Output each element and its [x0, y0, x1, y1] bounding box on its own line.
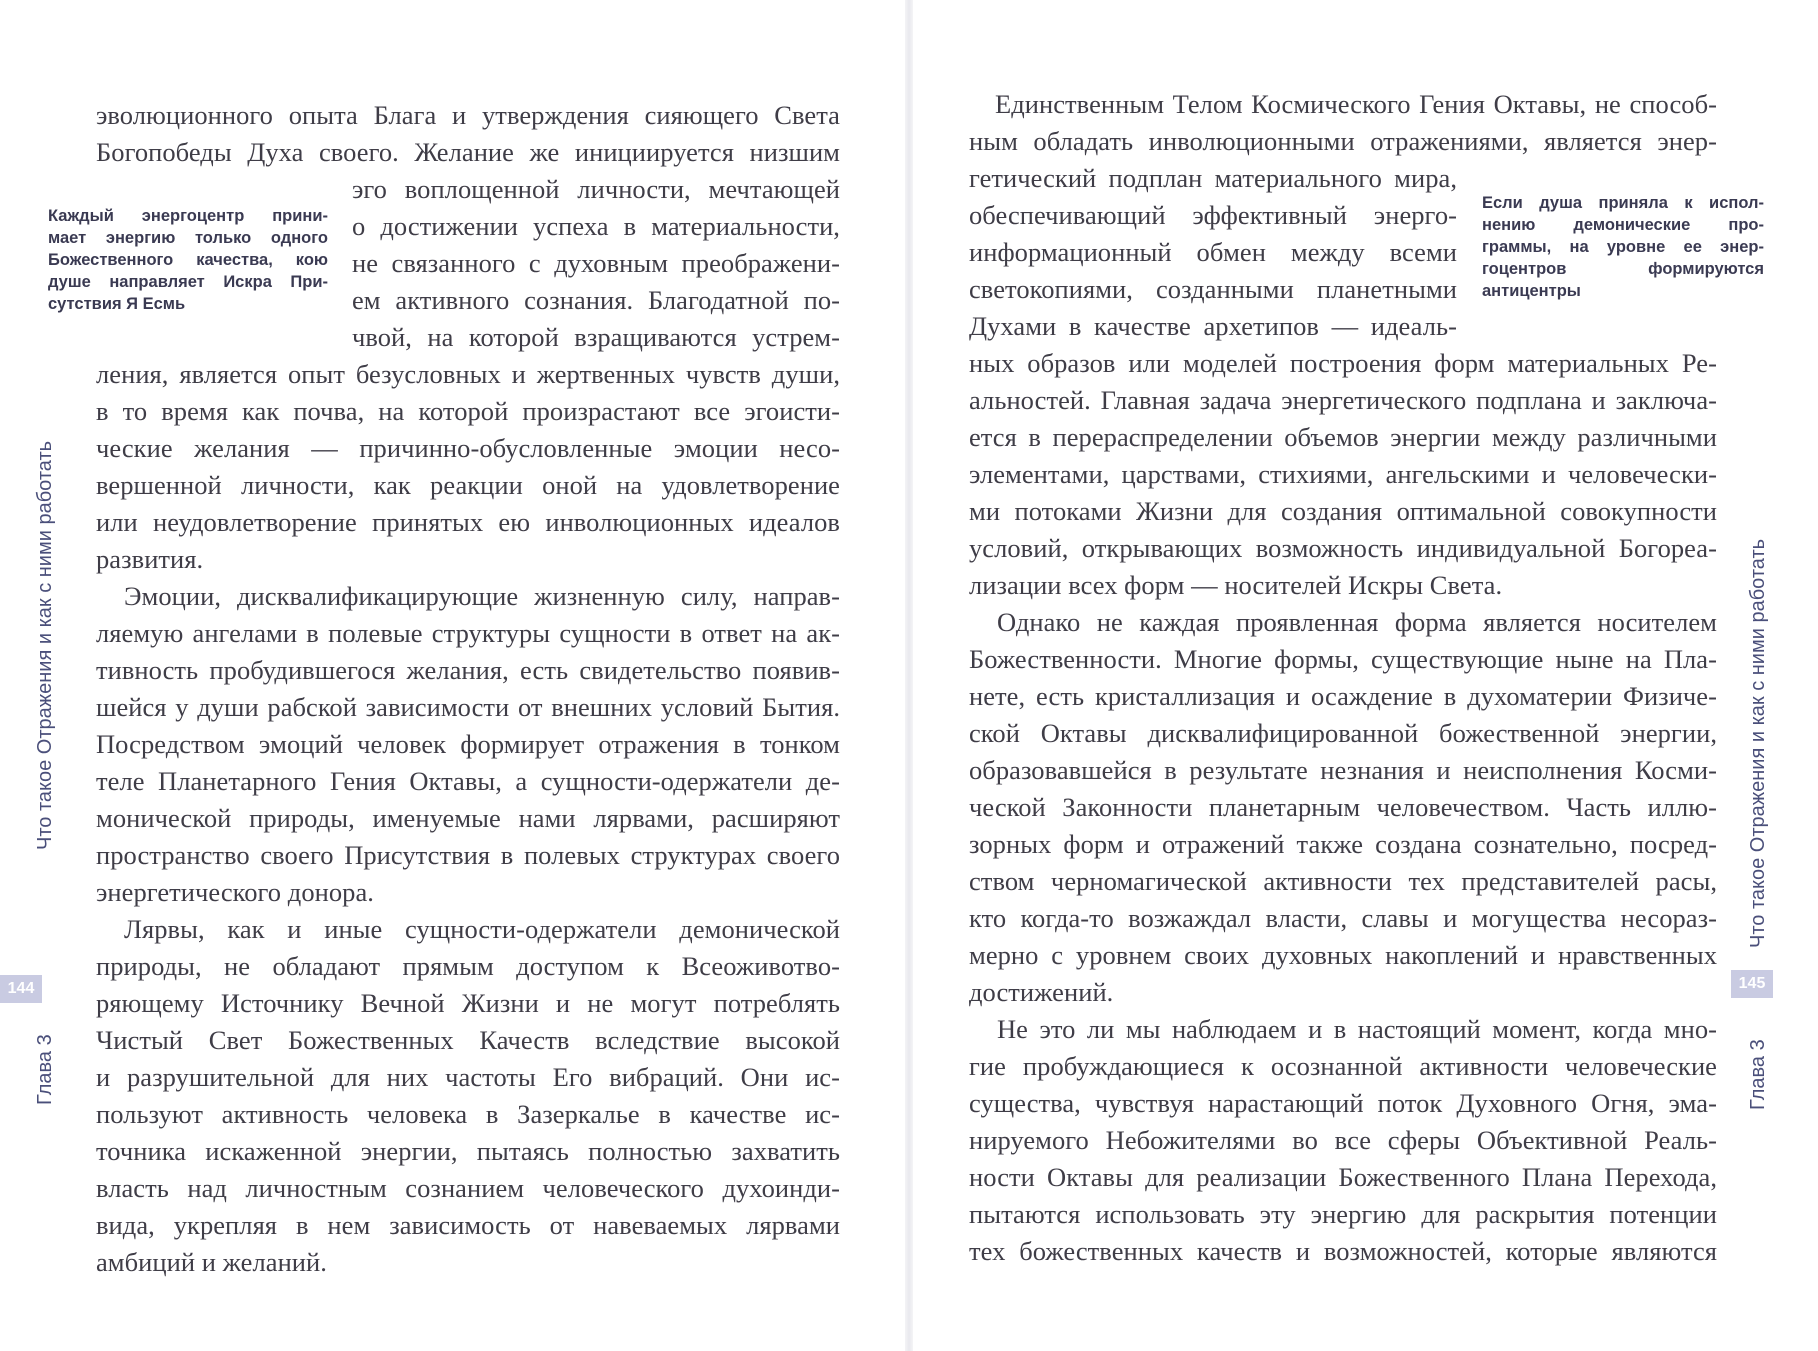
text-line: обеспечивающий эффективный энерго-	[969, 200, 1457, 230]
text-line: власть над личностным сознанием человеческого духоинди-	[96, 1173, 840, 1203]
sidenote-line: Если душа приняла к испол-	[1482, 194, 1764, 212]
text-line: образовавшейся в результате незнания и неисполнения Косми-	[969, 755, 1717, 785]
text-line: эго воплощенной личности, мечтающей	[352, 174, 840, 204]
sidenote-line: граммы, на уровне ее энер-	[1482, 238, 1764, 256]
text-line: Духами в качестве архетипов — идеаль-	[969, 311, 1457, 341]
text-line: энергетического донора.	[96, 877, 374, 907]
text-line: ми потоками Жизни для создания оптимальной совокупности	[969, 496, 1717, 526]
text-line: монической природы, именуемые нами лярвами, расширяют	[96, 803, 840, 833]
text-line: ным обладать инволюционными отражениями, является энер-	[969, 126, 1717, 156]
running-title-right: Что такое Отражения и как с ними работать	[1747, 538, 1769, 948]
text-line: светокопиями, созданными планетными	[969, 274, 1457, 304]
sidenote-left	[48, 205, 328, 315]
text-line: не связанного с духовным преображени-	[352, 248, 840, 278]
text-line: о достижении успеха в материальности,	[352, 211, 840, 241]
sidenote-right	[1482, 192, 1764, 302]
text-line: развития.	[96, 544, 204, 574]
sidenote-line: сутствия Я Есмь	[48, 295, 186, 313]
sidenote-line: Каждый энергоцентр прини-	[48, 207, 328, 225]
text-line: тивность пробудившегося желания, есть свидетельство появив-	[96, 655, 840, 685]
page-number-right: 145	[1731, 970, 1773, 998]
text-line: природы, не обладают прямым доступом к Всеоживотво-	[96, 951, 840, 981]
running-title-left: Что такое Отражения и как с ними работать	[34, 440, 56, 850]
right-page	[909, 0, 1818, 1351]
sidenote-line: нению демонические про-	[1482, 216, 1764, 234]
chapter-label-right: Глава 3	[1747, 1039, 1769, 1110]
text-line: Лярвы, как и иные сущности-одержатели демонической	[124, 914, 840, 944]
text-line: нете, есть кристаллизация и осаждение в духоматерии Физиче-	[969, 681, 1717, 711]
text-line: Не это ли мы наблюдаем и в настоящий момент, когда мно-	[997, 1014, 1717, 1044]
text-line: ской Октавы дисквалифицированной божественной энергии,	[969, 718, 1717, 748]
text-line: условий, открывающих возможность индивидуальной Богореа-	[969, 533, 1717, 563]
text-line: кто когда-то возжаждал власти, славы и могущества несораз-	[969, 903, 1717, 933]
text-line: мерно с уровнем своих духовных накоплений и нравственных	[969, 940, 1717, 970]
text-line: ческие желания — причинно-обусловленные эмоции несо-	[96, 433, 840, 463]
text-line: Богопобеды Духа своего. Желание же инициируется низшим	[96, 137, 840, 167]
text-line: Посредством эмоций человек формирует отражения в тонком	[96, 729, 840, 759]
text-line: Однако не каждая проявленная форма является носителем	[997, 607, 1717, 637]
sidenote-line: душе направляет Искра При-	[48, 273, 328, 291]
text-line: или неудовлетворение принятых ею инволюционных идеалов	[96, 507, 840, 537]
text-line: вида, укрепляя в нем зависимость от навеваемых лярвами	[96, 1210, 840, 1240]
text-line: ством черномагической активности тех представителей расы,	[969, 866, 1717, 896]
text-line: теле Планетарного Гения Октавы, а сущности-одержатели де-	[96, 766, 840, 796]
text-line: лизации всех форм — носителей Искры Света.	[969, 570, 1503, 600]
text-line: информационный обмен между всеми	[969, 237, 1457, 267]
sidenote-line: Божественного качества, кою	[48, 251, 328, 269]
text-line: ных образов или моделей построения форм материальных Ре-	[969, 348, 1717, 378]
text-line: точника искаженной энергии, пытаясь полностью захватить	[96, 1136, 840, 1166]
text-line: ления, является опыт безусловных и жертвенных чувств души,	[96, 359, 840, 389]
text-line: эволюционного опыта Блага и утверждения сияющего Света	[96, 100, 840, 130]
text-line: гие пробуждающиеся к осознанной активности человеческие	[969, 1051, 1717, 1081]
chapter-label-left: Глава 3	[34, 1034, 56, 1105]
text-line: тех божественных качеств и возможностей, которые являются	[969, 1236, 1717, 1266]
text-line: ляемую ангелами в полевые структуры сущности в ответ на ак-	[96, 618, 840, 648]
text-line: и разрушительной для них частоты Его вибраций. Они ис-	[96, 1062, 840, 1092]
text-line: шейся у души рабской зависимости от внешних условий Бытия.	[96, 692, 840, 722]
text-line: в то время как почва, на которой произрастают все эгоисти-	[96, 396, 840, 426]
text-line: Чистый Свет Божественных Качеств вследствие высокой	[96, 1025, 840, 1055]
sidenote-line: антицентры	[1482, 282, 1581, 300]
text-line: амбиций и желаний.	[96, 1247, 327, 1277]
text-line: альностей. Главная задача энергетического подплана и заключа-	[969, 385, 1717, 415]
text-line: ем активного сознания. Благодатной по-	[352, 285, 840, 315]
sidenote-line: мает энергию только одного	[48, 229, 328, 247]
text-line: достижений.	[969, 977, 1114, 1007]
text-line: зорных форм и отражений также создана сознательно, посред-	[969, 829, 1717, 859]
text-line: существа, чувствуя нарастающий поток Духовного Огня, эма-	[969, 1088, 1717, 1118]
text-line: пространство своего Присутствия в полевых структурах своего	[96, 840, 840, 870]
sidenote-line: гоцентров формируются	[1482, 260, 1764, 278]
page-number-left: 144	[0, 975, 42, 1003]
text-line: вершенной личности, как реакции оной на удовлетворение	[96, 470, 840, 500]
text-line: Божественности. Многие формы, существующие ныне на Пла-	[969, 644, 1717, 674]
text-line: Единственным Телом Космического Гения Октавы, не способ-	[995, 89, 1717, 119]
text-line: чвой, на которой взращиваются устрем-	[352, 322, 840, 352]
text-line: пытаются использовать эту энергию для раскрытия потенции	[969, 1199, 1717, 1229]
text-line: ности Октавы для реализации Божественного Плана Перехода,	[969, 1162, 1717, 1192]
text-line: ется в перераспределении объемов энергии между различными	[969, 422, 1717, 452]
text-line: ряющему Источнику Вечной Жизни и не могут потреблять	[96, 988, 840, 1018]
text-line: гетический подплан материального мира,	[969, 163, 1457, 193]
text-line: пользуют активность человека в Зазеркалье в качестве ис-	[96, 1099, 840, 1129]
text-line: Эмоции, дисквалификацирующие жизненную силу, направ-	[124, 581, 840, 611]
text-line: ческой Законности планетарным человечеством. Часть иллю-	[969, 792, 1717, 822]
text-line: элементами, царствами, стихиями, ангельскими и человечески-	[969, 459, 1717, 489]
text-line: нируемого Небожителями во все сферы Объективной Реаль-	[969, 1125, 1717, 1155]
